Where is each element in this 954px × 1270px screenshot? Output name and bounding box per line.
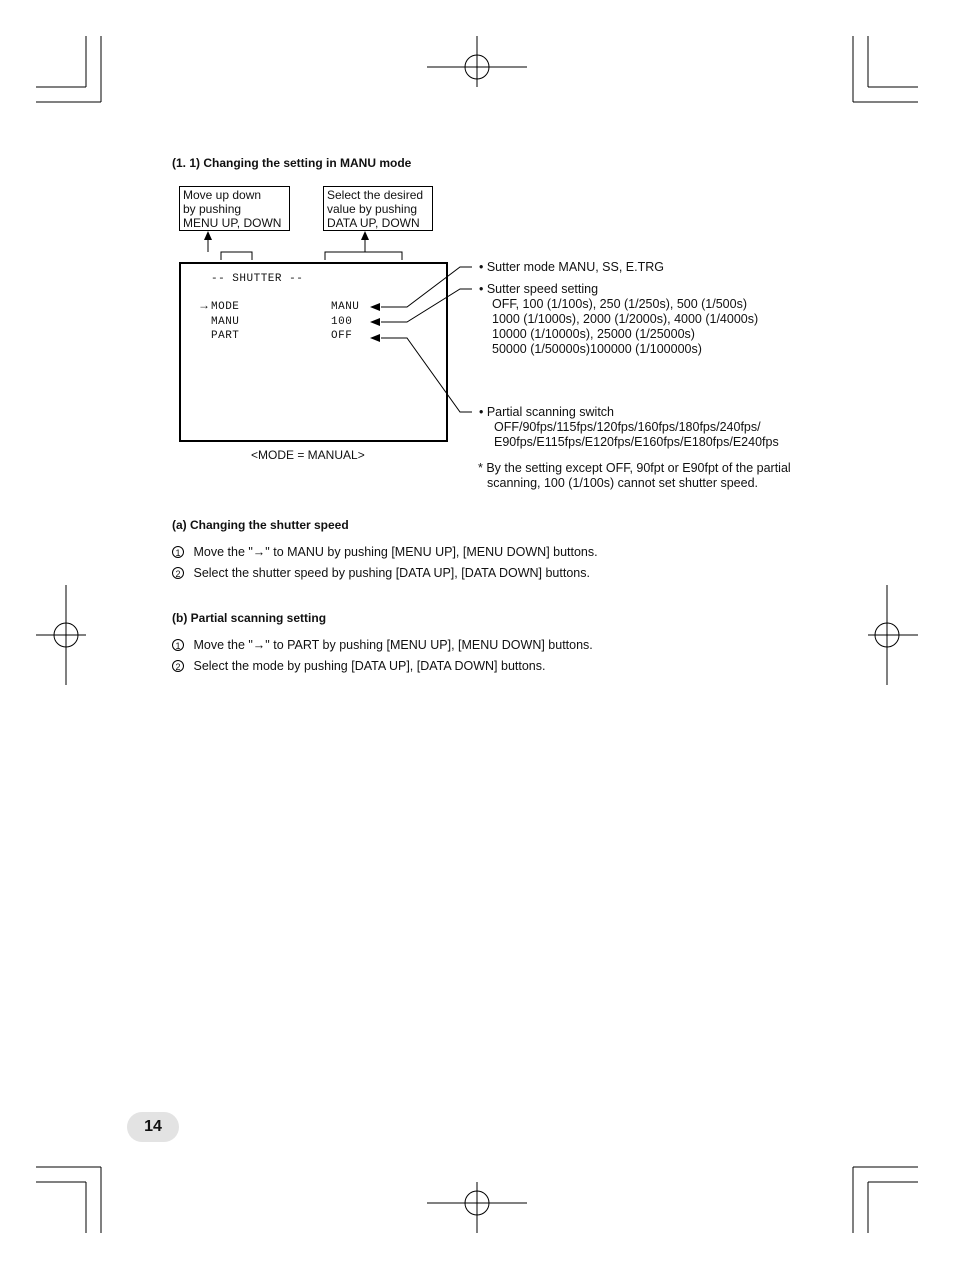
row-label-part: PART — [211, 330, 240, 342]
callout-line: value by pushing — [327, 202, 418, 216]
callout-line: Move up down — [183, 188, 262, 202]
row-value-mode: MANU — [331, 301, 360, 313]
step-number-icon: 2 — [172, 660, 184, 672]
note-speed-values — [492, 297, 758, 357]
row-value-manu: 100 — [331, 316, 353, 328]
row-label-manu: MANU — [211, 316, 240, 328]
step-b2 — [172, 659, 545, 673]
shutter-menu-screen — [179, 262, 448, 442]
partial-line: OFF/90fps/115fps/120fps/160fps/180fps/240fps/ — [494, 420, 761, 434]
row-label-mode: MODE — [211, 301, 240, 313]
section-title: (1. 1) Changing the setting in MANU mode — [172, 156, 412, 170]
subsection-b-title: (b) Partial scanning setting — [172, 611, 327, 625]
cursor-arrow-icon: → — [198, 298, 210, 312]
page-number: 14 — [127, 1112, 179, 1142]
screen-caption: <MODE = MANUAL> — [251, 448, 365, 462]
step-number-icon: 1 — [172, 639, 184, 651]
step-text: Select the shutter speed by pushing [DATA UP], [DATA DOWN] buttons. — [193, 566, 590, 580]
note-shutter-mode: • Sutter mode MANU, SS, E.TRG — [479, 260, 664, 274]
subsection-a-title: (a) Changing the shutter speed — [172, 518, 349, 532]
footnote-line: * By the setting except OFF, 90fpt or E90fpt of the partial — [478, 461, 791, 475]
row-value-part: OFF — [331, 330, 353, 342]
step-text: Select the mode by pushing [DATA UP], [DATA DOWN] buttons. — [193, 659, 546, 673]
callout-line: MENU UP, DOWN — [183, 216, 282, 230]
speed-line: OFF, 100 (1/100s), 250 (1/250s), 500 (1/500s) — [492, 297, 747, 311]
step-b1 — [172, 638, 593, 652]
speed-line: 50000 (1/50000s)100000 (1/100000s) — [492, 342, 702, 356]
step-a1 — [172, 545, 598, 559]
footnote — [478, 461, 791, 491]
screen-title: -- SHUTTER -- — [211, 273, 304, 285]
step-number-icon: 2 — [172, 567, 184, 579]
callout-menu-updown — [179, 186, 290, 231]
note-speed-title: • Sutter speed setting — [479, 282, 599, 296]
speed-line: 10000 (1/10000s), 25000 (1/25000s) — [492, 327, 695, 341]
note-partial-title: • Partial scanning switch — [479, 405, 614, 419]
note-partial-values — [494, 420, 779, 450]
footnote-line: scanning, 100 (1/100s) cannot set shutter speed. — [487, 476, 759, 490]
step-text: Move the "→" to MANU by pushing [MENU UP], [MENU DOWN] buttons. — [193, 545, 598, 559]
callout-line: DATA UP, DOWN — [327, 216, 420, 230]
callout-line: Select the desired — [327, 188, 424, 202]
callout-line: by pushing — [183, 202, 242, 216]
partial-line: E90fps/E115fps/E120fps/E160fps/E180fps/E240fps — [494, 435, 779, 449]
step-a2 — [172, 566, 590, 580]
speed-line: 1000 (1/1000s), 2000 (1/2000s), 4000 (1/4000s) — [492, 312, 759, 326]
step-text: Move the "→" to PART by pushing [MENU UP], [MENU DOWN] buttons. — [193, 638, 593, 652]
callout-data-updown — [323, 186, 433, 231]
step-number-icon: 1 — [172, 546, 184, 558]
